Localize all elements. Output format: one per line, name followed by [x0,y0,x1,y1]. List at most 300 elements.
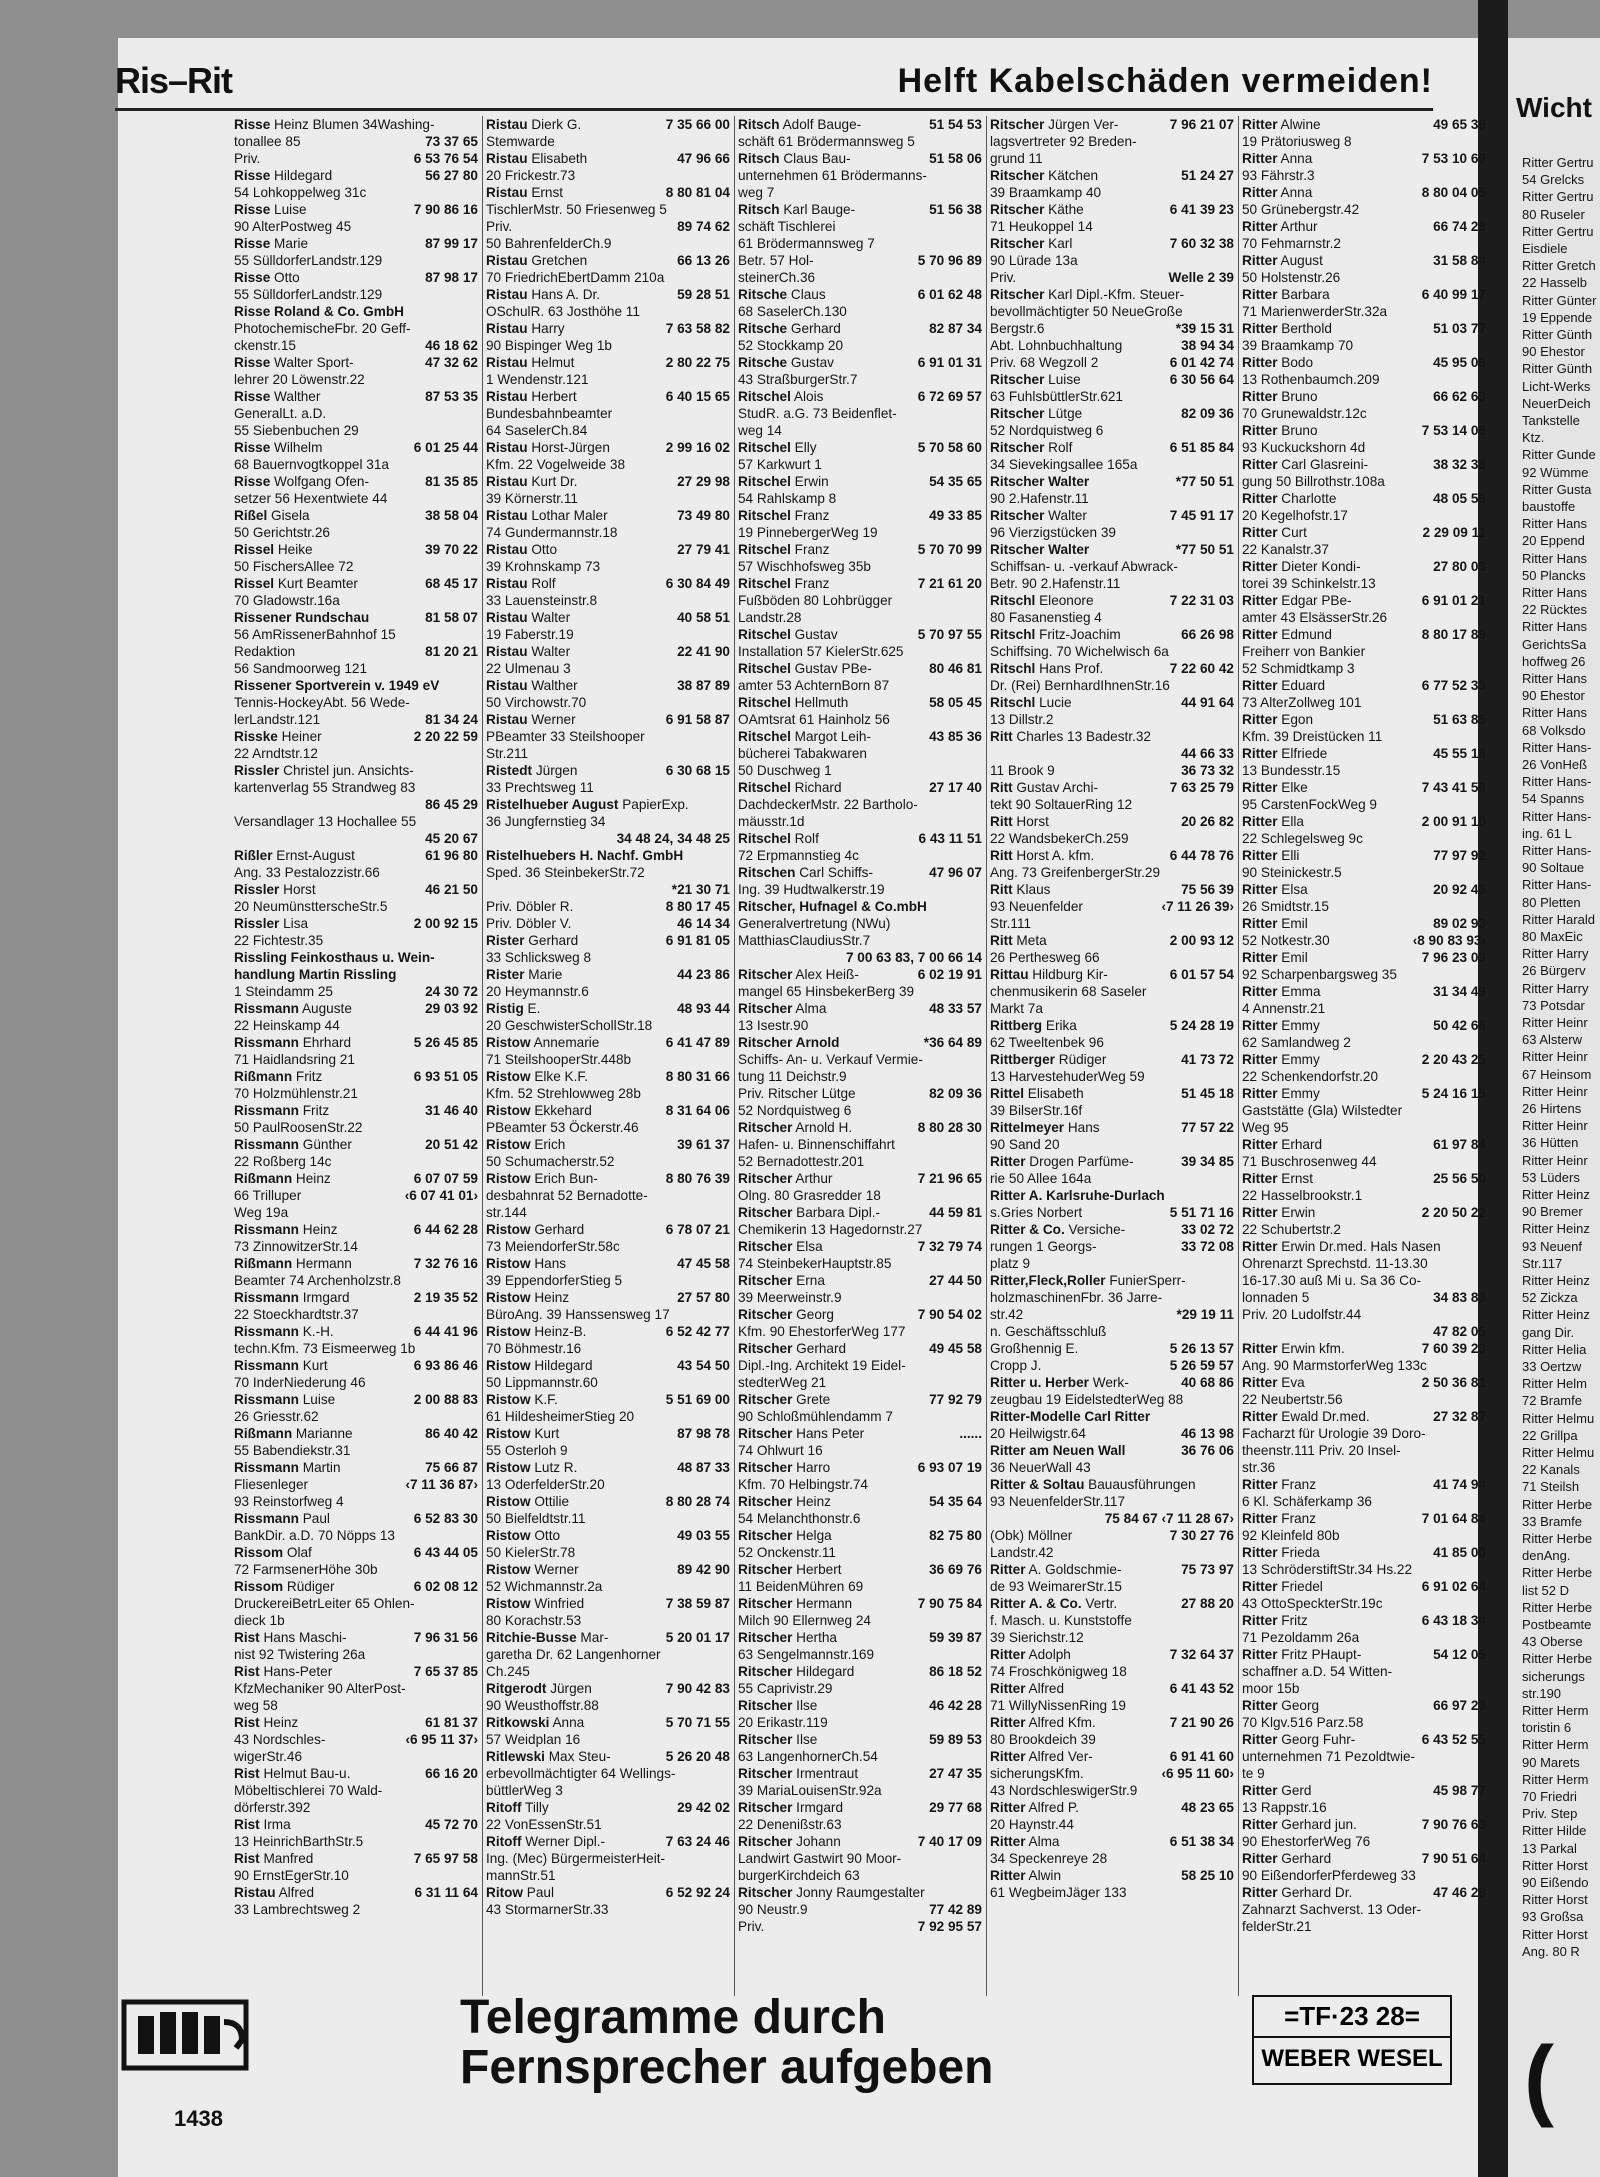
entry-text: Ritt Gustav Archi- [990,780,1099,795]
directory-entry [234,1085,478,1102]
directory-entry [234,677,478,694]
next-page-line: hoffweg 26 [1522,653,1586,669]
directory-entry [234,1051,478,1068]
entry-text: 39 Meerweinstr.9 [738,1290,842,1305]
entry-text: 70 Fehmarnstr.2 [1242,236,1341,251]
entry-text: 63 FuhlsbüttlerStr.621 [990,389,1123,404]
directory-entry [234,235,478,252]
directory-entry [234,1680,478,1697]
entry-text: 70 Grunewaldstr.12c [1242,406,1367,421]
phone-number: 6 30 68 15 [665,763,730,778]
entry-text: Großhennig E. [990,1341,1079,1356]
directory-entry [1242,269,1486,286]
directory-entry [738,1255,982,1272]
directory-entry [486,1323,730,1340]
phone-number: 6 02 08 12 [413,1579,478,1594]
phone-number: 7 32 64 37 [1169,1647,1234,1662]
phone-number: 54 35 64 [929,1494,982,1509]
phone-number: ‹6 95 11 37› [405,1732,478,1747]
phone-number: 86 18 52 [929,1664,982,1679]
phone-number: 81 34 24 [425,712,478,727]
entry-text: 63 Sengelmannstr.169 [738,1647,875,1662]
phone-number: 2 20 43 25 [1421,1052,1486,1067]
entry-text: Ritter Ewald Dr.med. [1242,1409,1370,1424]
entry-text: Ritter Drogen Parfüme- [990,1154,1134,1169]
entry-text: Redaktion [234,644,296,659]
directory-entry [234,592,478,609]
entry-text: Priv. Döbler V. [486,916,572,931]
directory-entry [486,524,730,541]
directory-entry [486,1255,730,1272]
next-page-title: Wicht [1516,92,1592,123]
entry-text: (Obk) Möllner [990,1528,1073,1543]
phone-number: 7 53 10 69 [1421,151,1486,166]
entry-text: 50 Gerichtstr.26 [234,525,330,540]
next-page-line: baustoffe [1522,499,1576,514]
entry-text: Priv. [486,219,513,234]
directory-entry [486,388,730,405]
directory-entry [234,983,478,1000]
next-page-line: Ritter Hans- [1522,808,1592,824]
entry-text: Ritter Gerhard [1242,1851,1332,1866]
entry-text: Ritter Friedel [1242,1579,1323,1594]
phone-number: 68 45 17 [425,576,478,591]
directory-column-5 [1238,116,1490,1996]
next-page-line: Ritter Heinz [1522,1273,1590,1288]
directory-entry [486,1374,730,1391]
directory-entry [990,1544,1234,1561]
ad-headline-line1: Telegramme durch [460,1991,886,2044]
directory-entry [1242,711,1486,728]
entry-text: lerLandstr.121 [234,712,321,727]
entry-text: Ritscher Kätchen [990,168,1099,183]
directory-entry [486,1204,730,1221]
directory-entry [486,915,730,932]
entry-text: Ritter Erwin kfm. [1242,1341,1345,1356]
phone-number: 48 23 65 [1181,1800,1234,1815]
phone-number: 29 77 68 [929,1800,982,1815]
entry-text: Rißel Gisela [234,508,310,523]
entry-text: 50 PaulRoosenStr.22 [234,1120,363,1135]
directory-entry [738,422,982,439]
directory-entry [486,1714,730,1731]
entry-text: 20 Frickestr.73 [486,168,576,183]
directory-entry [486,269,730,286]
entry-text: Ritter Bruno [1242,389,1318,404]
directory-entry [738,1816,982,1833]
phone-number: 45 95 06 [1433,355,1486,370]
phone-number: 7 96 21 07 [1169,117,1234,132]
entry-text: DachdeckerMstr. 22 Bartholo- [738,797,918,812]
entry-text: Ristau Lothar Maler [486,508,608,523]
directory-entry [486,1102,730,1119]
entry-text: Rist Hans-Peter [234,1664,333,1679]
phone-number: 6 31 11 64 [414,1885,478,1900]
phone-number: 7 21 90 26 [1169,1715,1234,1730]
entry-text: Ritter Erhard [1242,1137,1323,1152]
directory-entry [234,439,478,456]
directory-entry [1242,1034,1486,1051]
entry-text: 70 FriedrichEbertDamm 210a [486,270,665,285]
directory-entry [486,116,730,133]
entry-text: Ristau Rolf [486,576,556,591]
entry-text: Risse Hildegard [234,168,333,183]
next-page-line: 80 Ruseler [1522,206,1585,222]
entry-text: te 9 [1242,1766,1265,1781]
entry-text: Ristau Helmut [486,355,575,370]
phone-number: 47 46 28 [1433,1885,1486,1900]
directory-entry [1242,1561,1486,1578]
entry-text: 71 Haidlandsring 21 [234,1052,355,1067]
entry-text: Ritter Carl Glasreini- [1242,457,1369,472]
directory-entry [738,1119,982,1136]
next-page-line: Priv. Step [1522,1806,1578,1822]
next-page-line: Ritter Gretch [1522,258,1596,274]
directory-entry [990,1595,1234,1612]
entry-text: 50 BahrenfelderCh.9 [486,236,612,251]
directory-entry [990,286,1234,303]
next-page-line: Ritter Herbe [1522,1496,1593,1512]
entry-text: theenstr.111 Priv. 20 Insel- [1242,1443,1401,1458]
next-page-line: Ritter Gertru [1522,223,1594,239]
entry-text: Ritschel Franz [738,576,830,591]
phone-number: 7 01 64 84 [1421,1511,1486,1526]
directory-entry [234,1153,478,1170]
directory-entry [990,1425,1234,1442]
entry-text: 6 Kl. Schäferkamp 36 [1242,1494,1372,1509]
directory-entry [486,1527,730,1544]
phone-number: 6 53 76 54 [413,151,478,166]
directory-entry [234,1323,478,1340]
directory-entry [990,1323,1234,1340]
entry-text: 13 Rothenbaumch.209 [1242,372,1380,387]
phone-number: 7 65 97 58 [413,1851,478,1866]
directory-entry [234,1884,478,1901]
phone-number: 82 87 34 [929,321,982,336]
entry-text: Rissmann Ehrhard [234,1035,352,1050]
entry-text: TischlerMstr. 50 Friesenweg 5 [486,202,667,217]
phone-number: 86 45 29 [425,797,478,812]
phone-number: 81 35 85 [425,474,478,489]
directory-entry [234,745,478,762]
directory-entry [738,1374,982,1391]
entry-text: 52 Bernadottestr.201 [738,1154,865,1169]
directory-entry [1242,473,1486,490]
directory-entry [990,133,1234,150]
phone-number: 44 59 81 [929,1205,982,1220]
directory-entry [486,847,730,864]
entry-text: 55 SülldorferLandstr.129 [234,253,383,268]
directory-entry [738,1748,982,1765]
entry-text: Rißler Ernst-August [234,848,355,863]
directory-entry [990,439,1234,456]
entry-text: Rißmann Hermann [234,1256,352,1271]
directory-entry [1242,949,1486,966]
directory-entry [1242,660,1486,677]
entry-text: 54 Lohkoppelweg 31c [234,185,367,200]
next-page-line: 26 Hirtens [1522,1101,1582,1116]
entry-text: Ritter Alfred P. [990,1800,1079,1815]
phone-number: 73 37 65 [425,134,478,149]
entry-text: platz 9 [990,1256,1031,1271]
phone-number: 54 12 05 [1433,1647,1486,1662]
entry-text: 52 Notkestr.30 [1242,933,1330,948]
directory-entry [738,558,982,575]
directory-entry [1242,1374,1486,1391]
entry-text: Ritschl Lucie [990,695,1072,710]
entry-text: Ritscher Georg [738,1307,834,1322]
directory-entry [738,1085,982,1102]
directory-column-2 [482,116,735,1996]
phone-number: 2 29 09 11 [1422,525,1486,540]
phone-number: 5 24 28 19 [1169,1018,1234,1033]
directory-entry [234,847,478,864]
entry-text: Ritter Emmy [1242,1052,1320,1067]
directory-entry [1242,184,1486,201]
directory-entry [486,881,730,898]
page-number: 1438 [174,2106,223,2131]
directory-entry [486,405,730,422]
entry-text: büttlerWeg 3 [486,1783,563,1798]
entry-text: 22 WandsbekerCh.259 [990,831,1129,846]
directory-entry [234,1442,478,1459]
directory-entry [990,507,1234,524]
entry-text: Ristau Walther [486,678,578,693]
entry-text: unternehmen 71 Pezoldtwie- [1242,1749,1416,1764]
entry-text: 61 HildesheimerStieg 20 [486,1409,635,1424]
directory-entry [738,1833,982,1850]
phone-number: 48 93 44 [677,1001,730,1016]
directory-entry [486,354,730,371]
entry-text: Ritter Emil [1242,950,1308,965]
entry-text: PhotochemischeFbr. 20 Geff- [234,321,411,336]
phone-number: 39 61 37 [677,1137,730,1152]
next-page-line: Ritter Herbe [1522,1565,1593,1581]
directory-entry [1242,167,1486,184]
directory-entry [990,422,1234,439]
directory-entry [234,1374,478,1391]
entry-text: 22 Schlegelsweg 9c [1242,831,1363,846]
phone-number: 51 03 77 [1433,321,1486,336]
next-page-line: Ritter Helia [1522,1341,1587,1357]
directory-entry [738,592,982,609]
phone-number: *77 50 51 [1175,542,1234,557]
entry-text: PBeamter 53 Öckerstr.46 [486,1120,639,1135]
entry-text: n. Geschäftsschluß [990,1324,1107,1339]
entry-text: Weg 95 [1242,1120,1289,1135]
entry-text: Rist Manfred [234,1851,314,1866]
entry-text: Kfm. 52 Strehlowweg 28b [486,1086,641,1101]
directory-entry [234,626,478,643]
phone-number: 8 80 28 74 [665,1494,730,1509]
entry-text: amter 43 ElsässerStr.26 [1242,610,1388,625]
entry-text: 1 Wendenstr.121 [486,372,589,387]
entry-text: Ritsche Claus [738,287,826,302]
next-page-line: Ritter Heinr [1522,1015,1588,1030]
phone-number: 7 90 86 16 [413,202,478,217]
entry-text: 34 Speckenreye 28 [990,1851,1108,1866]
directory-entry [738,1425,982,1442]
directory-entry [486,1272,730,1289]
directory-entry [486,167,730,184]
entry-text: 43 StormarnerStr.33 [486,1902,609,1917]
directory-entry [738,660,982,677]
directory-entry [738,167,982,184]
entry-text: 22 Kanalstr.37 [1242,542,1329,557]
entry-text: Priv. [738,1919,765,1934]
entry-text: 39 Krohnskamp 73 [486,559,601,574]
directory-entry [486,1510,730,1527]
directory-entry [990,1612,1234,1629]
phone-number: 6 52 92 24 [665,1885,730,1900]
entry-text: Ritschel Erwin [738,474,829,489]
entry-text: 64 SaselerCh.84 [486,423,588,438]
entry-text: PBeamter 33 Steilshooper [486,729,645,744]
next-page-line: 93 Großsa [1522,1909,1584,1925]
phone-number: 6 43 44 05 [413,1545,478,1560]
directory-entry [990,473,1234,490]
entry-text: Rissel Heike [234,542,313,557]
entry-text: Rissom Rüdiger [234,1579,335,1594]
entry-text: Ritter am Neuen Wall [990,1443,1126,1458]
entry-text: Ritscher, Hufnagel & Co.mbH [738,899,927,914]
directory-entry [1242,575,1486,592]
ad-telex-box [1252,1995,1452,2085]
next-page-line: Ritter Herbe [1522,1531,1593,1546]
entry-text: Chemikerin 13 Hagedornstr.27 [738,1222,923,1237]
directory-entry [1242,1544,1486,1561]
phone-number: 29 03 92 [425,1001,478,1016]
header-slogan: Helft Kabelschäden vermeiden! [897,62,1433,100]
next-page-line: 13 Parkal [1522,1840,1577,1856]
entry-text: BankDir. a.D. 70 Nöpps 13 [234,1528,395,1543]
phone-number: 8 80 28 30 [917,1120,982,1135]
entry-text: 43 OttoSpeckterStr.19c [1242,1596,1383,1611]
next-page-line: Ritter Helmu [1522,1445,1595,1460]
directory-entry [738,830,982,847]
directory-entry [990,1867,1234,1884]
phone-number: 7 90 75 84 [917,1596,982,1611]
phone-number: 7 35 66 00 [665,117,730,132]
directory-entry [1242,1782,1486,1799]
entry-text: Risse Wolfgang Ofen- [234,474,370,489]
directory-entry [234,1850,478,1867]
phone-number: 48 05 56 [1433,491,1486,506]
entry-text: steinerCh.36 [738,270,816,285]
entry-text: Risse Roland & Co. GmbH [234,304,404,319]
entry-text: 1 Steindamm 25 [234,984,333,999]
entry-text: 90 Sand 20 [990,1137,1060,1152]
entry-text: 90 EhestorferWeg 76 [1242,1834,1371,1849]
directory-entry [234,1102,478,1119]
directory-entry [990,1034,1234,1051]
directory-entry [738,609,982,626]
phone-number: 6 91 02 64 [1421,1579,1486,1594]
entry-text: Ohrenarzt Sprechstd. 11-13.30 [1242,1256,1428,1271]
entry-text: Ritscher Irmentraut [738,1766,859,1781]
phone-number: 34 83 83 [1433,1290,1486,1305]
directory-entry [990,745,1234,762]
directory-entry [1242,541,1486,558]
entry-text: 11 Brook 9 [990,763,1055,778]
entry-text: Ristau Horst-Jürgen [486,440,610,455]
entry-text: lagsvertreter 92 Breden- [990,134,1137,149]
phone-number: 48 33 57 [929,1001,982,1016]
directory-entry [990,150,1234,167]
directory-entry [234,1799,478,1816]
entry-text: Ristau Elisabeth [486,151,588,166]
directory-entry [990,1799,1234,1816]
phone-number: 6 51 85 84 [1169,440,1234,455]
directory-entry [234,966,478,983]
phone-number: 36 76 06 [1181,1443,1234,1458]
directory-entry [234,898,478,915]
entry-text: Ritscher Luise [990,372,1081,387]
directory-entry [990,762,1234,779]
entry-text: Ritter Eduard [1242,678,1326,693]
directory-entry [1242,405,1486,422]
phone-number: 27 44 50 [929,1273,982,1288]
entry-text: Ritschel Hellmuth [738,695,849,710]
directory-entry [234,1204,478,1221]
entry-text: Ritter Alwine [1242,117,1321,132]
next-page-line: 72 Bramfe [1522,1393,1582,1409]
entry-text: Ritschl Eleonore [990,593,1094,608]
next-page-line: Ritter Helm [1522,1376,1588,1392]
entry-text: Ritter Erwin Dr.med. Hals Nasen [1242,1239,1441,1254]
directory-entry [738,218,982,235]
entry-text: Ritscher Karl [990,236,1073,251]
directory-entry [486,1884,730,1901]
directory-entry [1242,218,1486,235]
entry-text: kartenverlag 55 Strandweg 83 [234,780,416,795]
directory-entry [738,966,982,983]
entry-text: 71 WillyNissenRing 19 [990,1698,1126,1713]
entry-text: Ritscher Hildegard [738,1664,855,1679]
directory-entry [234,286,478,303]
phone-number: 6 52 83 30 [413,1511,478,1526]
entry-text: Ritschl Fritz-Joachim [990,627,1121,642]
directory-entry [990,1442,1234,1459]
phone-number: 24 30 72 [425,984,478,999]
phone-number: 5 70 96 89 [917,253,982,268]
entry-text: Rist Heinz [234,1715,299,1730]
directory-entry [990,1187,1234,1204]
entry-text: Ing. (Mec) BürgermeisterHeit- [486,1851,666,1866]
entry-text: nist 92 Twistering 26a [234,1647,366,1662]
page-header [115,60,1433,111]
directory-entry [738,1510,982,1527]
phone-number: 31 34 49 [1433,984,1486,999]
directory-entry [234,490,478,507]
directory-entry [234,1612,478,1629]
entry-text: 22 Roßberg 14c [234,1154,332,1169]
directory-entry [1242,864,1486,881]
directory-entry [234,1765,478,1782]
entry-text: Ristow Werner [486,1562,579,1577]
next-page-line: NeuerDeich [1522,395,1591,411]
entry-text: 90 AlterPostweg 45 [234,219,352,234]
directory-entry [234,337,478,354]
entry-text: OAmtsrat 61 Hainholz 56 [738,712,890,727]
entry-text: Ritter Anna [1242,151,1313,166]
directory-entry [738,1612,982,1629]
entry-text: 90 Weusthoffstr.88 [486,1698,599,1713]
directory-entry [990,1476,1234,1493]
entry-text: 26 Perthesweg 66 [990,950,1100,965]
entry-text: Ristedt Jürgen [486,763,578,778]
entry-text: Ritgerodt Jürgen [486,1681,592,1696]
